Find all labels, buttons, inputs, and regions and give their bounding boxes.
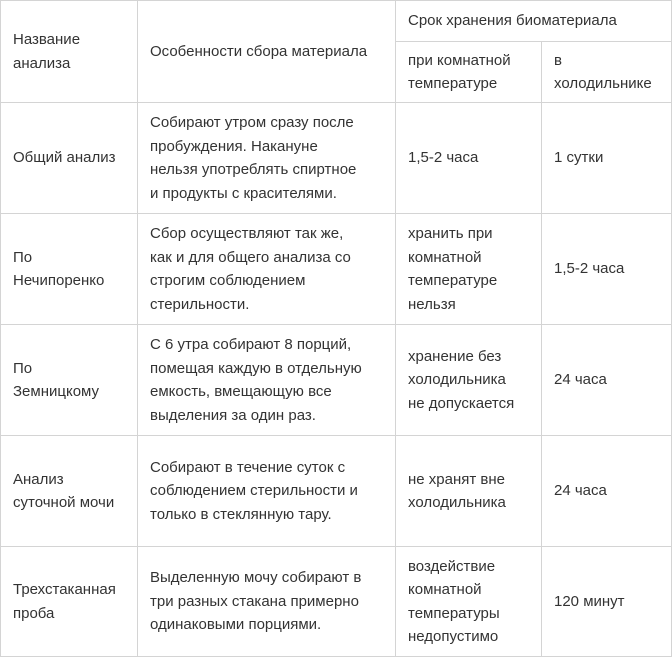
header-room-temperature: при комнатной температуре <box>396 42 542 103</box>
cell-collection-features: Выделенную мочу собирают в три разных стакана примерно одинаковыми порциями. <box>138 547 396 657</box>
cell-analysis-name: Анализ суточной мочи <box>1 436 138 547</box>
cell-room-temperature: воздействие комнатной температуры недопустимо <box>396 547 542 657</box>
table-body <box>1 103 672 657</box>
cell-room-temperature: хранить при комнатной температуре нельзя <box>396 214 542 325</box>
header-storage-period: Срок хранения биоматериала <box>396 1 672 42</box>
table-header <box>1 1 672 103</box>
table-row <box>1 436 672 547</box>
cell-analysis-name: По Земницкому <box>1 325 138 436</box>
cell-analysis-name: Общий анализ <box>1 103 138 214</box>
cell-room-temperature: не хранят вне холодильника <box>396 436 542 547</box>
cell-analysis-name: Трехстаканная проба <box>1 547 138 657</box>
cell-room-temperature: хранение без холодильника не допускается <box>396 325 542 436</box>
cell-room-temperature: 1,5-2 часа <box>396 103 542 214</box>
cell-collection-features: Сбор осуществляют так же, как и для общего анализа со строгим соблюдением стерильности. <box>138 214 396 325</box>
table-row <box>1 103 672 214</box>
header-collection-features: Особенности сбора материала <box>138 1 396 103</box>
cell-collection-features: Собирают в течение суток с соблюдением стерильности и только в стеклянную тару. <box>138 436 396 547</box>
cell-refrigerator: 120 минут <box>542 547 672 657</box>
cell-collection-features: С 6 утра собирают 8 порций, помещая каждую в отдельную емкость, вмещающую все выделения за один раз. <box>138 325 396 436</box>
header-refrigerator: в холодильнике <box>542 42 672 103</box>
cell-analysis-name: По Нечипоренко <box>1 214 138 325</box>
header-row-1 <box>1 1 672 42</box>
cell-refrigerator: 24 часа <box>542 325 672 436</box>
table-row <box>1 325 672 436</box>
cell-refrigerator: 24 часа <box>542 436 672 547</box>
cell-refrigerator: 1 сутки <box>542 103 672 214</box>
cell-collection-features: Собирают утром сразу после пробуждения. Накануне нельзя употреблять спиртное и продукты с красителями. <box>138 103 396 214</box>
table-row <box>1 547 672 657</box>
table-row <box>1 214 672 325</box>
header-analysis-name: Название анализа <box>1 1 138 103</box>
cell-refrigerator: 1,5-2 часа <box>542 214 672 325</box>
